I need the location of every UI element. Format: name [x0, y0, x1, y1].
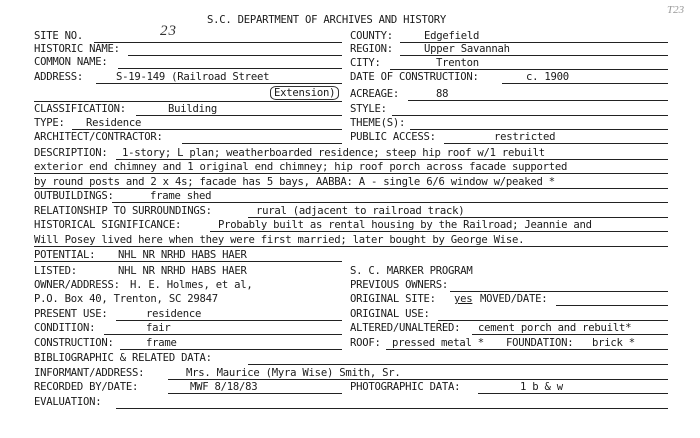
style-label: STYLE: — [350, 103, 387, 115]
informant-label: INFORMANT/ADDRESS: — [34, 367, 145, 379]
evaluation-line — [116, 408, 668, 409]
relationship-line — [248, 217, 668, 218]
listed-options[interactable]: NHL NR NRHD HABS HAER — [118, 265, 247, 277]
roof-value[interactable]: pressed metal * — [392, 337, 484, 349]
original-site-value[interactable]: yes — [454, 293, 473, 305]
owner-line-1[interactable]: H. E. Holmes, et al, — [130, 279, 253, 291]
recorded-line — [168, 393, 342, 394]
region-value[interactable]: Upper Savannah — [424, 43, 510, 55]
recorded-value[interactable]: MWF 8/18/83 — [190, 381, 258, 393]
type-label: TYPE: — [34, 117, 65, 129]
informant-line — [168, 379, 668, 380]
date-construction-line — [502, 83, 668, 84]
region-line — [400, 55, 668, 56]
relationship-value[interactable]: rural (adjacent to railroad track) — [256, 205, 465, 217]
altered-label: ALTERED/UNALTERED: — [350, 322, 461, 334]
address-value-2[interactable]: Extension) — [270, 86, 339, 100]
outbuildings-line — [112, 202, 668, 203]
condition-value[interactable]: fair — [146, 322, 171, 334]
address-label: ADDRESS: — [34, 71, 84, 83]
classification-label: CLASSIFICATION: — [34, 103, 126, 115]
photographic-line — [478, 393, 668, 394]
altered-line — [472, 334, 668, 335]
outbuildings-value[interactable]: frame shed — [150, 190, 212, 202]
description-line-2[interactable]: exterior end chimney and 1 original end chimney; hip roof porch across facade supported — [34, 161, 568, 173]
roof-line — [386, 349, 668, 350]
public-access-line — [444, 143, 668, 144]
moved-date-line — [556, 305, 668, 306]
acreage-value[interactable]: 88 — [436, 88, 449, 100]
architect-label: ARCHITECT/CONTRACTOR: — [34, 131, 163, 143]
construction-value[interactable]: frame — [146, 337, 177, 349]
style-line — [392, 115, 668, 116]
date-construction-label: DATE OF CONSTRUCTION: — [350, 71, 479, 83]
historic-name-label: HISTORIC NAME: — [34, 43, 120, 55]
common-name-line — [118, 68, 342, 69]
construction-label: CONSTRUCTION: — [34, 337, 114, 349]
city-label: CITY: — [350, 57, 381, 69]
site-no-line — [94, 42, 342, 43]
significance-rule-2 — [34, 246, 668, 247]
photographic-label: PHOTOGRAPHIC DATA: — [350, 381, 461, 393]
significance-line-2[interactable]: Will Posey lived here when they were first married; later bought by George Wise. — [34, 234, 525, 246]
public-access-value[interactable]: restricted — [494, 131, 556, 143]
corner-mark: T23 — [667, 4, 685, 16]
date-construction-value[interactable]: c. 1900 — [526, 71, 569, 83]
description-rule-2 — [34, 173, 668, 174]
significance-label: HISTORICAL SIGNIFICANCE: — [34, 219, 182, 231]
description-line-3[interactable]: by round posts and 2 x 4s; facade has 5 bays, AABBA: A - single 6/6 window w/peaked * — [34, 176, 555, 188]
description-line-1[interactable]: 1-story; L plan; weatherboarded residence; steep hip roof w/1 rebuilt — [122, 147, 545, 159]
significance-rule-1 — [210, 231, 668, 232]
moved-date-label: MOVED/DATE: — [480, 293, 548, 305]
original-use-label: ORIGINAL USE: — [350, 308, 430, 320]
bibliographic-label: BIBLIOGRAPHIC & RELATED DATA: — [34, 352, 212, 364]
altered-value[interactable]: cement porch and rebuilt* — [478, 322, 632, 334]
site-no-value[interactable]: 23 — [160, 23, 177, 39]
historic-name-line — [128, 55, 342, 56]
owner-line-2[interactable]: P.O. Box 40, Trenton, SC 29847 — [34, 293, 218, 305]
common-name-label: COMMON NAME: — [34, 56, 108, 68]
classification-value[interactable]: Building — [168, 103, 218, 115]
theme-label: THEME(S): — [350, 117, 406, 129]
previous-owners-line — [450, 291, 668, 292]
construction-line — [120, 349, 342, 350]
classification-line — [136, 115, 342, 116]
potential-line — [34, 261, 342, 262]
relationship-label: RELATIONSHIP TO SURROUNDINGS: — [34, 205, 212, 217]
county-label: COUNTY: — [350, 30, 393, 42]
site-no-label: SITE NO. — [34, 30, 84, 42]
owner-label: OWNER/ADDRESS: — [34, 279, 120, 291]
city-line — [390, 69, 668, 70]
recorded-label: RECORDED BY/DATE: — [34, 381, 139, 393]
present-use-label: PRESENT USE: — [34, 308, 108, 320]
county-value[interactable]: Edgefield — [424, 30, 480, 42]
condition-label: CONDITION: — [34, 322, 96, 334]
address-line — [96, 83, 342, 84]
present-use-value[interactable]: residence — [146, 308, 202, 320]
theme-line — [410, 129, 668, 130]
evaluation-label: EVALUATION: — [34, 396, 102, 408]
type-value[interactable]: Residence — [86, 117, 142, 129]
address-line-2 — [34, 101, 342, 102]
foundation-value[interactable]: brick * — [592, 337, 635, 349]
present-use-line — [116, 320, 342, 321]
marker-program: S. C. MARKER PROGRAM — [350, 265, 473, 277]
significance-line-1[interactable]: Probably built as rental housing by the Railroad; Jeannie and — [218, 219, 592, 231]
listed-label: LISTED: — [34, 265, 77, 277]
public-access-label: PUBLIC ACCESS: — [350, 131, 436, 143]
region-label: REGION: — [350, 43, 393, 55]
outbuildings-label: OUTBUILDINGS: — [34, 190, 114, 202]
city-value[interactable]: Trenton — [436, 57, 479, 69]
foundation-label: FOUNDATION: — [506, 337, 574, 349]
previous-owners-label: PREVIOUS OWNERS: — [350, 279, 449, 291]
informant-value[interactable]: Mrs. Maurice (Myra Wise) Smith, Sr. — [186, 367, 401, 379]
roof-label: ROOF: — [350, 337, 381, 349]
architect-line — [182, 143, 342, 144]
type-line — [72, 129, 342, 130]
address-value[interactable]: S-19-149 (Railroad Street — [116, 71, 270, 83]
acreage-label: ACREAGE: — [350, 88, 400, 100]
bibliographic-line — [248, 364, 668, 365]
photographic-value[interactable]: 1 b & w — [520, 381, 563, 393]
potential-label: POTENTIAL: — [34, 249, 96, 261]
description-rule-3 — [34, 188, 668, 189]
original-use-line — [438, 320, 668, 321]
description-label: DESCRIPTION: — [34, 147, 108, 159]
original-site-label: ORIGINAL SITE: — [350, 293, 436, 305]
potential-options[interactable]: NHL NR NRHD HABS HAER — [118, 249, 247, 261]
form-header: S.C. DEPARTMENT OF ARCHIVES AND HISTORY — [207, 14, 446, 26]
acreage-line — [408, 100, 668, 101]
description-rule-1 — [116, 159, 668, 160]
condition-line — [104, 334, 342, 335]
